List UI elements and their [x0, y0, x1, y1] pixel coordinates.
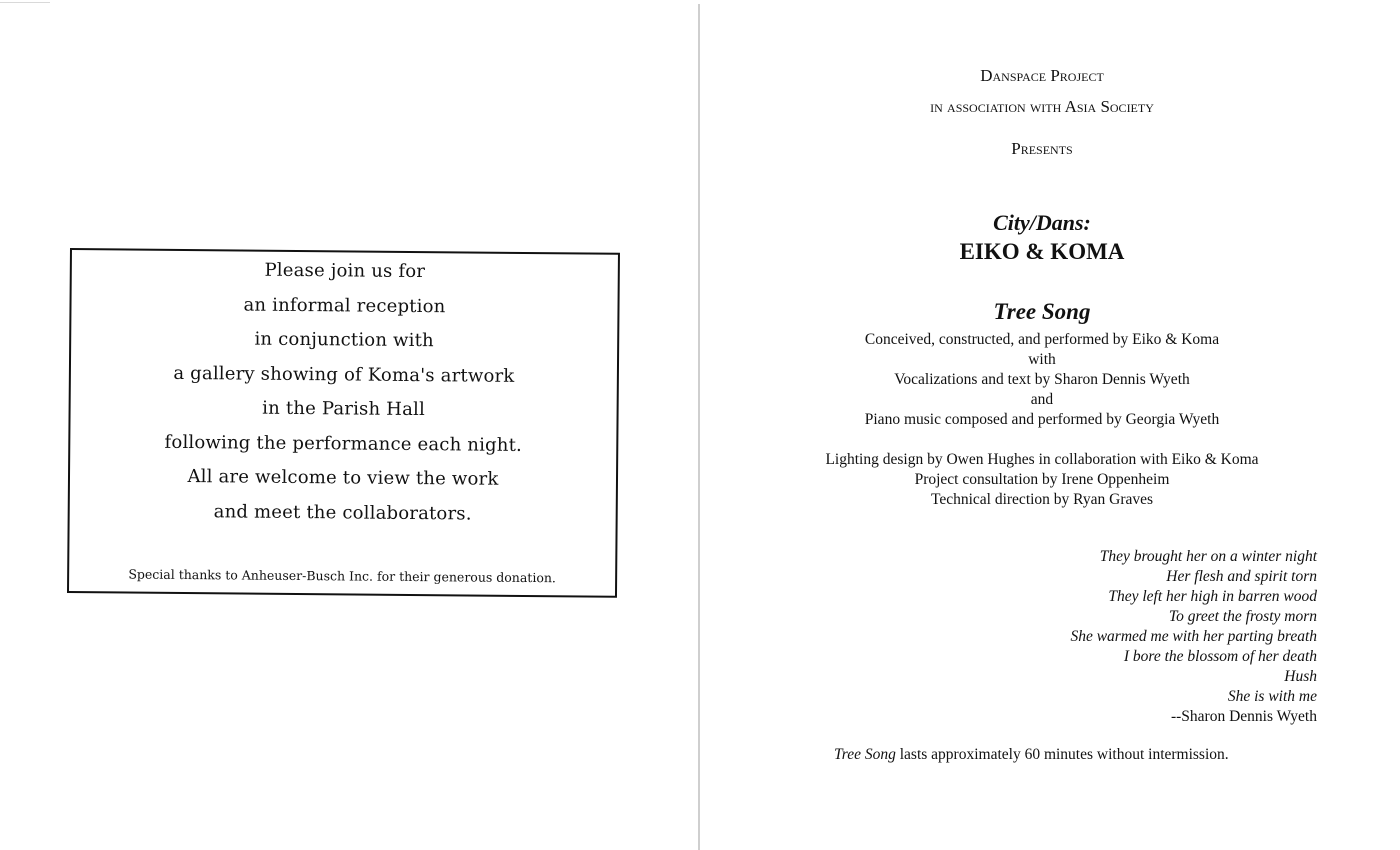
reception-line: in the Parish Hall [262, 397, 426, 421]
reception-notice-box [67, 248, 620, 598]
poem-line: To greet the frosty morn [1168, 608, 1317, 625]
poem-line: She is with me [1227, 688, 1317, 705]
poem-line: She warmed me with her parting breath [1070, 628, 1317, 645]
credit-line: with [1028, 351, 1056, 368]
series-title: City/Dans: [993, 210, 1091, 235]
sponsor-thanks: Special thanks to Anheuser-Busch Inc. for their generous donation. [128, 566, 556, 586]
credit-line: and [1030, 391, 1054, 408]
credit-line: Project consultation by Irene Oppenheim [914, 471, 1170, 488]
reception-text [70, 252, 618, 533]
reception-line: and meet the collaborators. [213, 500, 472, 525]
poem [1070, 547, 1317, 727]
poem-line: I bore the blossom of her death [1123, 648, 1317, 665]
reception-line: All are welcome to view the work [187, 466, 499, 490]
credit-line: Vocalizations and text by Sharon Dennis Wyeth [894, 371, 1190, 388]
association: in association with Asia Society [930, 97, 1154, 116]
credit-line: Piano music composed and performed by Georgia Wyeth [864, 411, 1220, 428]
duration-note [834, 746, 1229, 764]
reception-line: a gallery showing of Koma's artwork [173, 362, 515, 387]
top-edge-line [0, 2, 50, 3]
credit-line: Conceived, constructed, and performed by Eiko & Koma [864, 331, 1220, 348]
presents: Presents [1011, 139, 1073, 158]
artists-title: EIKO & KOMA [959, 239, 1125, 264]
poem-line: They left her high in barren wood [1108, 588, 1317, 605]
reception-line: in conjunction with [254, 328, 434, 352]
work-title: Tree Song [993, 299, 1091, 324]
credit-line: Lighting design by Owen Hughes in collaboration with Eiko & Koma [825, 451, 1259, 468]
poem-line: Hush [1284, 668, 1317, 685]
poem-line: Her flesh and spirit torn [1166, 568, 1317, 585]
reception-line: Please join us for [264, 259, 426, 283]
duration-text: lasts approximately 60 minutes without intermission. [895, 746, 1229, 763]
production-credits [825, 450, 1258, 510]
presenter: Danspace Project [980, 66, 1104, 85]
reception-line: following the performance each night. [164, 431, 523, 456]
duration-title: Tree Song [834, 746, 896, 763]
reception-line: an informal reception [243, 294, 446, 317]
credit-line: Technical direction by Ryan Graves [930, 491, 1154, 508]
credits-block [865, 330, 1219, 430]
poem-line: They brought her on a winter night [1099, 548, 1317, 565]
poem-author: --Sharon Dennis Wyeth [1170, 708, 1317, 725]
